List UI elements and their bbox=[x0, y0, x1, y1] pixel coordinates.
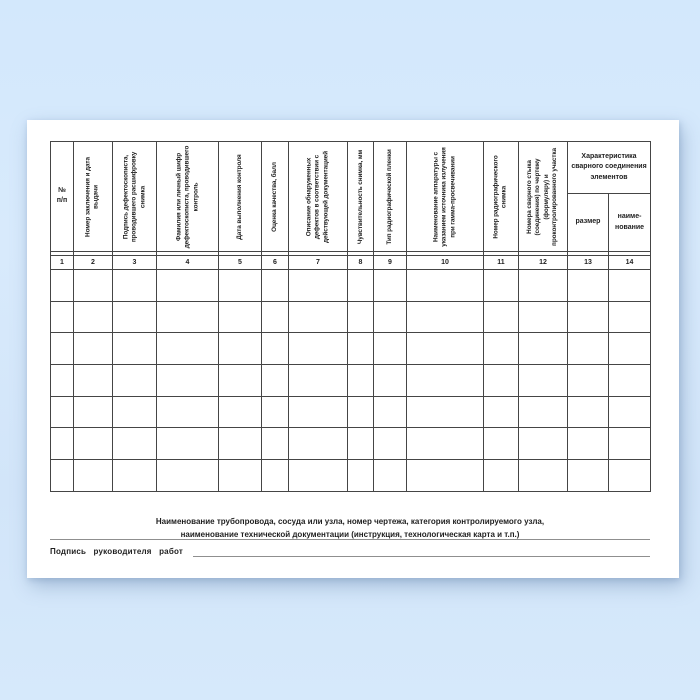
table-cell bbox=[407, 428, 484, 460]
column-header-14: наиме-нование bbox=[609, 194, 651, 252]
table-cell bbox=[519, 460, 568, 492]
table-cell bbox=[484, 460, 519, 492]
column-header-label: Наименование аппаратуры с указанием источника излучения при гамма-просвечивании bbox=[432, 146, 457, 247]
table-cell bbox=[348, 365, 374, 397]
table-cell bbox=[407, 333, 484, 365]
table-cell bbox=[113, 428, 157, 460]
table-cell bbox=[74, 270, 113, 302]
table-cell bbox=[407, 270, 484, 302]
table-cell bbox=[609, 396, 651, 428]
signature-label: Подпись руководителя работ bbox=[50, 547, 183, 556]
table-cell bbox=[289, 270, 348, 302]
table-cell bbox=[374, 460, 407, 492]
table-cell bbox=[568, 333, 609, 365]
table-cell bbox=[113, 301, 157, 333]
table-cell bbox=[289, 301, 348, 333]
table-cell bbox=[74, 460, 113, 492]
table-cell bbox=[262, 333, 289, 365]
table-cell bbox=[219, 333, 262, 365]
column-header-npp bbox=[51, 142, 74, 252]
table-cell bbox=[374, 270, 407, 302]
column-header-label: Тип радиографической пленки bbox=[385, 148, 393, 245]
table-cell bbox=[157, 396, 219, 428]
table-cell bbox=[74, 365, 113, 397]
table-cell bbox=[113, 396, 157, 428]
table-cell bbox=[157, 365, 219, 397]
table-row bbox=[51, 333, 651, 365]
table-cell bbox=[519, 333, 568, 365]
column-number: 10 bbox=[407, 256, 484, 270]
table-cell bbox=[262, 396, 289, 428]
column-number: 9 bbox=[374, 256, 407, 270]
table-cell bbox=[289, 365, 348, 397]
table-cell bbox=[568, 428, 609, 460]
table-cell bbox=[113, 333, 157, 365]
table-cell bbox=[374, 301, 407, 333]
table-cell bbox=[219, 301, 262, 333]
table-cell bbox=[219, 460, 262, 492]
table-cell bbox=[609, 428, 651, 460]
table-cell bbox=[289, 428, 348, 460]
table-cell bbox=[157, 301, 219, 333]
table-cell bbox=[219, 365, 262, 397]
table-cell bbox=[157, 460, 219, 492]
column-header-2 bbox=[74, 142, 113, 252]
table-cell bbox=[262, 365, 289, 397]
column-header-11 bbox=[484, 142, 519, 252]
form-page bbox=[27, 120, 679, 578]
table-cell bbox=[51, 333, 74, 365]
table-row bbox=[51, 460, 651, 492]
column-number: 4 bbox=[157, 256, 219, 270]
table-cell bbox=[484, 365, 519, 397]
table-cell bbox=[74, 333, 113, 365]
table-cell bbox=[484, 396, 519, 428]
column-number: 1 bbox=[51, 256, 74, 270]
table-cell bbox=[484, 301, 519, 333]
table-cell bbox=[51, 428, 74, 460]
table-cell bbox=[289, 396, 348, 428]
table-cell bbox=[519, 270, 568, 302]
signature-row bbox=[50, 546, 650, 557]
table-cell bbox=[74, 396, 113, 428]
table-cell bbox=[484, 270, 519, 302]
column-header-12 bbox=[519, 142, 568, 252]
table-cell bbox=[484, 428, 519, 460]
table-cell bbox=[51, 365, 74, 397]
column-number: 11 bbox=[484, 256, 519, 270]
column-number: 2 bbox=[74, 256, 113, 270]
form-caption bbox=[50, 515, 650, 541]
caption-line-2: наименование технической документации (инструкция, технологическая карта и т.п.) bbox=[180, 530, 520, 539]
table-cell bbox=[219, 428, 262, 460]
column-header-label: Номер радиографического снимка bbox=[492, 154, 508, 239]
table-cell bbox=[519, 365, 568, 397]
table-cell bbox=[51, 301, 74, 333]
table-cell bbox=[348, 428, 374, 460]
table-cell bbox=[348, 396, 374, 428]
column-header-7 bbox=[289, 142, 348, 252]
table-cell bbox=[113, 460, 157, 492]
table-cell bbox=[609, 270, 651, 302]
table-cell bbox=[289, 333, 348, 365]
column-number: 8 bbox=[348, 256, 374, 270]
table-cell bbox=[407, 365, 484, 397]
table-cell bbox=[348, 460, 374, 492]
table-cell bbox=[519, 428, 568, 460]
column-number: 3 bbox=[113, 256, 157, 270]
table-cell bbox=[157, 270, 219, 302]
table-cell bbox=[219, 396, 262, 428]
table-cell bbox=[262, 460, 289, 492]
table-cell bbox=[51, 460, 74, 492]
radiographic-control-table bbox=[50, 141, 651, 492]
signature-line bbox=[193, 546, 650, 557]
table-cell bbox=[484, 333, 519, 365]
table-cell bbox=[51, 396, 74, 428]
table-cell bbox=[374, 396, 407, 428]
table-body bbox=[51, 270, 651, 492]
caption-underline bbox=[50, 539, 650, 540]
table-cell bbox=[519, 396, 568, 428]
column-number-row bbox=[51, 256, 651, 270]
table-cell bbox=[568, 301, 609, 333]
table-cell bbox=[568, 270, 609, 302]
table-cell bbox=[568, 460, 609, 492]
table-cell bbox=[262, 301, 289, 333]
column-header-8 bbox=[348, 142, 374, 252]
column-number: 14 bbox=[609, 256, 651, 270]
radiographic-control-table-wrap bbox=[50, 141, 651, 492]
table-cell bbox=[609, 460, 651, 492]
column-header-13: размер bbox=[568, 194, 609, 252]
column-header-5 bbox=[219, 142, 262, 252]
table-cell bbox=[407, 301, 484, 333]
column-header-label: № п/п bbox=[56, 187, 68, 204]
table-row bbox=[51, 396, 651, 428]
table-cell bbox=[374, 333, 407, 365]
table-row bbox=[51, 301, 651, 333]
table-cell bbox=[609, 301, 651, 333]
table-cell bbox=[74, 428, 113, 460]
table-cell bbox=[348, 301, 374, 333]
table-cell bbox=[374, 365, 407, 397]
column-header-label: Оценка качества, балл bbox=[270, 161, 278, 232]
table-cell bbox=[51, 270, 74, 302]
column-header-label: Чувствительность снимка, мм bbox=[356, 149, 364, 244]
table-row bbox=[51, 365, 651, 397]
column-number: 5 bbox=[219, 256, 262, 270]
table-cell bbox=[348, 333, 374, 365]
column-header-10 bbox=[407, 142, 484, 252]
column-header-label: Подпись дефектоскописта, проводившего расшифровку снимка bbox=[121, 151, 146, 242]
table-cell bbox=[113, 270, 157, 302]
table-row bbox=[51, 270, 651, 302]
table-cell bbox=[262, 270, 289, 302]
column-header-6 bbox=[262, 142, 289, 252]
column-header-label: Номера сварного стыка (соединения) по чертежу (формуляру) и проконтролированного участка bbox=[526, 147, 559, 246]
table-cell bbox=[113, 365, 157, 397]
column-number: 6 bbox=[262, 256, 289, 270]
column-number: 7 bbox=[289, 256, 348, 270]
table-cell bbox=[262, 428, 289, 460]
table-cell bbox=[609, 365, 651, 397]
column-number: 12 bbox=[519, 256, 568, 270]
table-cell bbox=[74, 301, 113, 333]
column-header-label: Описание обнаруженных дефектов в соответствии с действующей документацией bbox=[305, 150, 330, 243]
column-header-label: Фамилия или личный шифр дефектоскописта, проводившего контроль bbox=[174, 145, 199, 248]
table-cell bbox=[157, 428, 219, 460]
column-header-9 bbox=[374, 142, 407, 252]
table-cell bbox=[407, 396, 484, 428]
table-row bbox=[51, 428, 651, 460]
column-header-label: Дата выполнения контроля bbox=[235, 153, 243, 240]
column-header-3 bbox=[113, 142, 157, 252]
table-cell bbox=[407, 460, 484, 492]
table-cell bbox=[519, 301, 568, 333]
table-cell bbox=[289, 460, 348, 492]
table-cell bbox=[374, 428, 407, 460]
column-header-4 bbox=[157, 142, 219, 252]
group-header-weld-characteristics: Характеристика сварного соединения элементов bbox=[568, 142, 651, 194]
column-number: 13 bbox=[568, 256, 609, 270]
table-cell bbox=[609, 333, 651, 365]
table-cell bbox=[568, 396, 609, 428]
column-header-label: Номер заключения и дата выдачи bbox=[84, 156, 100, 237]
table-cell bbox=[219, 270, 262, 302]
table-cell bbox=[568, 365, 609, 397]
table-cell bbox=[157, 333, 219, 365]
table-cell bbox=[348, 270, 374, 302]
caption-line-1: Наименование трубопровода, сосуда или узла, номер чертежа, категория контролируемого узла, bbox=[155, 517, 545, 526]
